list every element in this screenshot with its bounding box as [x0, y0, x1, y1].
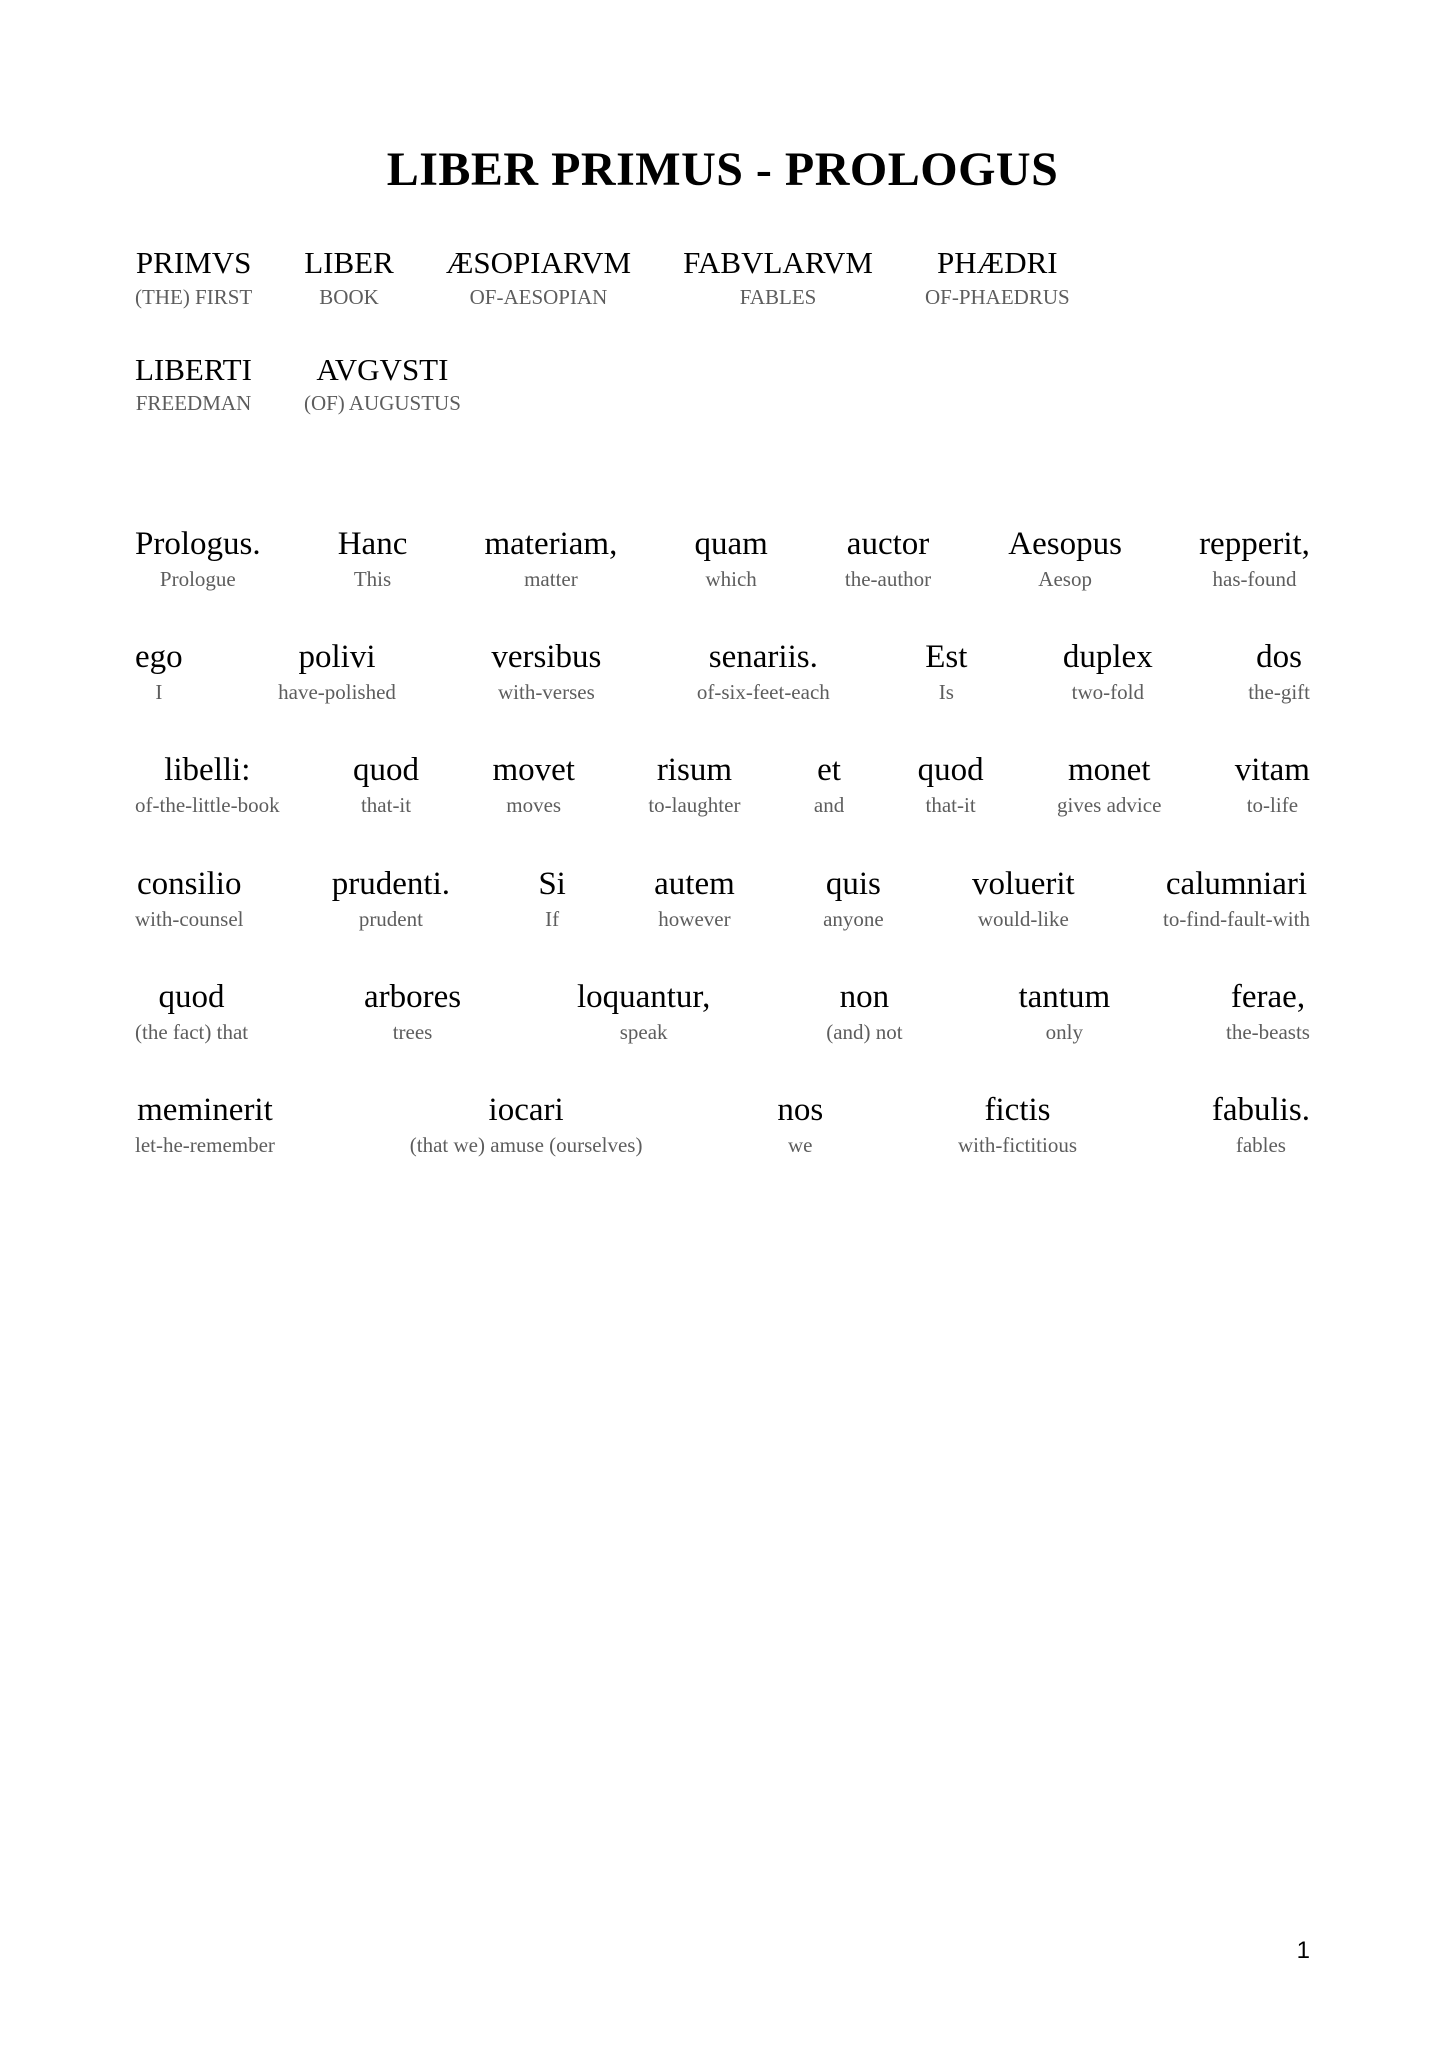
word-pair — [697, 638, 830, 705]
word-pair — [823, 865, 884, 932]
latin-word: calumniari — [1165, 865, 1308, 902]
gloss-word: has-found — [1212, 566, 1297, 591]
latin-word: repperit, — [1199, 526, 1310, 562]
latin-word: tantum — [1018, 978, 1111, 1015]
latin-word: FABVLARVM — [683, 245, 873, 280]
gloss-word: would-like — [977, 906, 1069, 931]
gloss-word: with-verses — [497, 680, 595, 705]
latin-word: voluerit — [972, 865, 1075, 902]
gloss-word: trees — [392, 1019, 433, 1044]
page-title: LIBER PRIMUS - PROLOGUS — [386, 143, 1059, 196]
word-pair — [135, 245, 252, 310]
word-pair — [135, 751, 280, 818]
interlinear-line — [135, 1091, 1310, 1158]
interlinear-line — [135, 978, 1310, 1045]
gloss-word: the-gift — [1248, 680, 1310, 705]
latin-word: vitam — [1234, 752, 1310, 789]
latin-word: loquantur, — [576, 978, 711, 1015]
latin-word: PRIMVS — [135, 245, 252, 280]
word-pair — [304, 352, 461, 417]
word-pair — [492, 751, 574, 818]
latin-word: quam — [694, 526, 768, 562]
word-pair — [958, 1091, 1077, 1158]
gloss-word: gives advice — [1057, 793, 1162, 818]
latin-word: libelli: — [164, 752, 251, 789]
gloss-word: (that we) amuse (ourselves) — [409, 1132, 643, 1157]
word-pair — [364, 978, 461, 1045]
gloss-word: to-laughter — [648, 793, 741, 818]
latin-word: Si — [538, 865, 566, 902]
word-pair — [353, 751, 419, 818]
latin-word: meminerit — [137, 1091, 273, 1128]
word-pair — [925, 638, 967, 705]
latin-word: duplex — [1062, 639, 1153, 676]
gloss-word: If — [545, 906, 560, 931]
page-number: 1 — [1296, 1937, 1310, 1964]
gloss-word: Prologue — [159, 566, 236, 591]
word-pair — [925, 245, 1070, 310]
word-pair — [777, 1091, 823, 1158]
gloss-word: the-beasts — [1226, 1019, 1310, 1044]
latin-word: risum — [656, 752, 732, 789]
word-pair — [654, 865, 735, 932]
latin-word: quod — [917, 752, 984, 789]
body-interlinear-block — [135, 525, 1310, 1158]
word-pair — [1199, 525, 1310, 592]
latin-word: arbores — [363, 978, 462, 1015]
word-pair — [577, 978, 710, 1045]
word-pair — [918, 751, 984, 818]
word-pair — [1063, 638, 1153, 705]
word-pair — [135, 1091, 275, 1158]
interlinear-line — [135, 352, 1310, 417]
latin-word: movet — [492, 752, 575, 789]
latin-word: nos — [777, 1091, 824, 1128]
latin-word: non — [839, 978, 890, 1015]
gloss-word: we — [787, 1132, 813, 1157]
gloss-word: (the fact) that — [135, 1019, 249, 1044]
word-pair — [135, 865, 243, 932]
word-pair — [446, 245, 631, 310]
interlinear-line — [135, 245, 1310, 310]
latin-word: monet — [1067, 752, 1151, 789]
latin-word: fictis — [984, 1091, 1051, 1128]
latin-word: dos — [1256, 639, 1303, 676]
word-pair — [1212, 1091, 1310, 1158]
word-pair — [972, 865, 1075, 932]
latin-word: LIBERTI — [135, 351, 252, 387]
latin-word: iocari — [488, 1091, 564, 1128]
gloss-word: with-fictitious — [958, 1132, 1078, 1157]
word-pair — [694, 525, 767, 592]
gloss-word: which — [705, 566, 757, 591]
word-pair — [135, 525, 261, 592]
latin-word: autem — [654, 865, 735, 902]
latin-word: Est — [925, 639, 968, 676]
latin-word: quod — [158, 978, 225, 1015]
latin-word: ÆSOPIARVM — [445, 245, 632, 280]
gloss-word: and — [813, 793, 845, 818]
latin-word: AVGVSTI — [316, 351, 449, 387]
latin-word: versibus — [491, 639, 602, 676]
word-pair — [845, 525, 931, 592]
gloss-word: FREEDMAN — [135, 391, 252, 416]
word-pair — [338, 525, 408, 592]
latin-word: fabulis. — [1211, 1091, 1310, 1128]
gloss-word: of-six-feet-each — [696, 680, 830, 705]
interlinear-line — [135, 525, 1310, 592]
gloss-word: (THE) FIRST — [135, 284, 253, 309]
gloss-word: OF-AESOPIAN — [469, 284, 608, 309]
gloss-word: prudent — [358, 906, 423, 931]
word-pair — [538, 865, 566, 932]
word-pair — [491, 638, 601, 705]
gloss-word: fables — [1235, 1132, 1286, 1157]
word-pair — [332, 865, 450, 932]
gloss-word: speak — [619, 1019, 668, 1044]
interlinear-line — [135, 865, 1310, 932]
gloss-word: with-counsel — [135, 906, 244, 931]
word-pair — [135, 352, 252, 417]
gloss-word: two-fold — [1071, 680, 1144, 705]
word-pair — [410, 1091, 643, 1158]
word-pair — [135, 978, 248, 1045]
word-pair — [1008, 525, 1122, 592]
word-pair — [278, 638, 396, 705]
word-pair — [304, 245, 394, 310]
word-pair — [1057, 751, 1161, 818]
gloss-word: (OF) AUGUSTUS — [303, 391, 461, 416]
interlinear-line — [135, 751, 1310, 818]
word-pair — [683, 245, 873, 310]
word-pair — [814, 751, 844, 818]
gloss-word: FABLES — [739, 284, 817, 309]
latin-word: ego — [135, 639, 183, 676]
latin-word: quod — [353, 752, 420, 789]
latin-word: Aesopus — [1008, 526, 1122, 562]
gloss-word: however — [658, 906, 731, 931]
latin-word: quis — [825, 865, 881, 902]
gloss-word: moves — [506, 793, 562, 818]
gloss-word: (and) not — [826, 1019, 903, 1044]
latin-word: et — [817, 752, 841, 789]
latin-word: consilio — [136, 865, 242, 902]
latin-word: prudenti. — [331, 865, 451, 902]
latin-word: Prologus. — [135, 526, 261, 562]
word-pair — [1235, 751, 1310, 818]
word-pair — [826, 978, 902, 1045]
latin-word: LIBER — [304, 245, 394, 280]
latin-word: ferae, — [1230, 978, 1306, 1015]
word-pair — [648, 751, 740, 818]
gloss-word: anyone — [823, 906, 884, 931]
gloss-word: that-it — [925, 793, 976, 818]
gloss-word: This — [353, 566, 392, 591]
gloss-word: OF-PHAEDRUS — [924, 284, 1070, 309]
gloss-word: BOOK — [319, 284, 379, 309]
gloss-word: to-life — [1246, 793, 1299, 818]
gloss-word: Aesop — [1038, 566, 1092, 591]
gloss-word: of-the-little-book — [135, 793, 280, 818]
gloss-word: Is — [938, 680, 954, 705]
latin-word: Hanc — [337, 526, 408, 562]
gloss-word: matter — [524, 566, 578, 591]
word-pair — [1018, 978, 1110, 1045]
word-pair — [484, 525, 617, 592]
word-pair — [1248, 638, 1310, 705]
gloss-word: the-author — [844, 566, 932, 591]
word-pair — [1226, 978, 1310, 1045]
gloss-word: I — [155, 680, 163, 705]
word-pair — [135, 638, 183, 705]
interlinear-line — [135, 638, 1310, 705]
latin-word: auctor — [846, 526, 930, 562]
latin-word: polivi — [298, 639, 376, 676]
gloss-word: that-it — [360, 793, 412, 818]
gloss-word: only — [1045, 1019, 1083, 1044]
latin-word: materiam, — [484, 526, 618, 562]
latin-word: PHÆDRI — [937, 245, 1058, 280]
latin-word: senariis. — [708, 639, 818, 676]
gloss-word: to-find-fault-with — [1162, 906, 1310, 931]
header-interlinear-block — [135, 245, 1310, 417]
gloss-word: have-polished — [278, 680, 396, 705]
word-pair — [1163, 865, 1310, 932]
gloss-word: let-he-remember — [135, 1132, 275, 1157]
